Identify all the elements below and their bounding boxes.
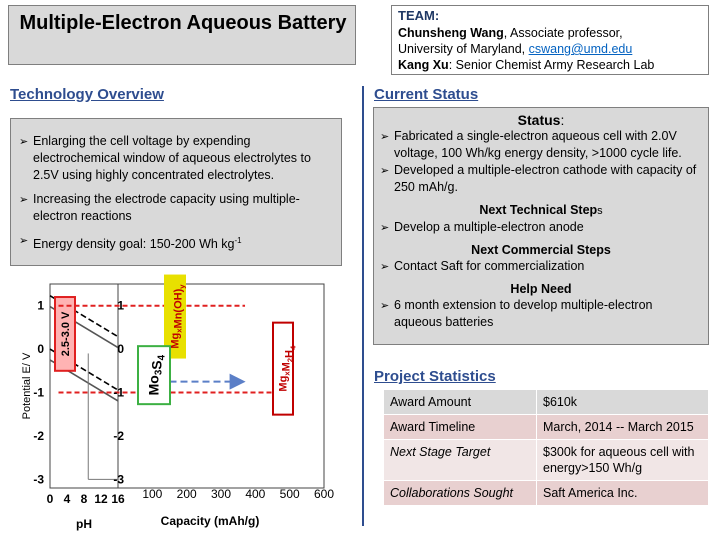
- mo3s4-material-label: $Mo_3S_4$: [145, 354, 168, 396]
- stat-label: Collaborations Sought: [384, 481, 537, 506]
- table-row: [384, 481, 708, 506]
- list-item: [19, 232, 335, 253]
- status-title-text: Status: [517, 112, 561, 128]
- next-technical-heading-text: Next Technical Step: [479, 203, 598, 217]
- stat-value: March, 2014 -- March 2015: [537, 415, 709, 440]
- ph-tick-label: 0: [46, 492, 54, 506]
- y-tick-label: 0: [37, 342, 44, 357]
- potential-capacity-chart: [0, 278, 335, 540]
- mgm2h4-material-label: $Mg_xM_2H_4$: [277, 345, 298, 392]
- team-member-role: : Senior Chemist Army Research Lab: [448, 58, 655, 72]
- y-tick-label: 1: [117, 298, 124, 313]
- y-tick-label: -3: [33, 472, 44, 487]
- status-title: [380, 112, 702, 128]
- table-row: [384, 390, 708, 415]
- capacity-tick-label: 100: [142, 487, 163, 501]
- y-tick-label: -2: [33, 428, 44, 443]
- energy-goal-text: Energy density goal: 150-200 Wh kg: [33, 237, 235, 252]
- y-tick-label: 0: [117, 342, 124, 357]
- team-line-2: [398, 41, 632, 57]
- capacity-tick-label: 200: [176, 487, 197, 501]
- energy-goal-sup: -1: [234, 236, 242, 245]
- email-link[interactable]: cswang@umd.edu: [528, 42, 633, 56]
- y-tick-label: -1: [113, 385, 124, 400]
- capacity-tick-label: 300: [210, 487, 232, 501]
- status-content: [380, 108, 702, 331]
- stat-value: Saft America Inc.: [537, 481, 709, 506]
- ph-axis-ticks: [47, 492, 125, 506]
- voltage-window-label: 2.5-3.0 V: [60, 311, 72, 357]
- team-line-3: [398, 57, 654, 73]
- voltage-window-group: [55, 297, 75, 371]
- ph-tick-label: 8: [80, 492, 88, 506]
- technology-overview-box: [10, 118, 342, 266]
- ph-tick-label: 4: [63, 492, 71, 506]
- team-member-name: Chunsheng Wang: [398, 26, 504, 40]
- stat-label: Next Stage Target: [384, 440, 537, 481]
- capacity-axis-label: Capacity (mAh/g): [160, 514, 260, 528]
- stat-label: Award Amount: [384, 390, 537, 415]
- table-row: [384, 440, 708, 481]
- list-item: ➢ Develop a multiple-electron anode: [380, 219, 702, 236]
- ph-tick-label: 16: [111, 492, 125, 506]
- current-status-heading: Current Status: [374, 86, 479, 103]
- stat-value: $300k for aqueous cell with energy>150 Wh/g: [537, 440, 709, 481]
- title-box: [8, 5, 356, 65]
- table-row: [384, 415, 708, 440]
- ph-tick-label: 12: [94, 492, 108, 506]
- technology-overview-heading: Technology Overview: [10, 86, 164, 103]
- team-label: TEAM:: [398, 8, 440, 23]
- y-axis-label: Potential E/ V: [21, 352, 33, 420]
- list-item: ➢ Developed a multiple-electron cathode with capacity of 250 mAh/g.: [380, 162, 702, 196]
- project-statistics-heading: Project Statistics: [374, 368, 496, 385]
- overview-list: [19, 133, 335, 260]
- y-tick-label: -1: [33, 385, 44, 400]
- next-technical-heading-s: s: [597, 205, 603, 217]
- stat-label: Award Timeline: [384, 415, 537, 440]
- help-need-heading: Help Need: [510, 282, 572, 296]
- material-labels: [138, 276, 298, 415]
- current-status-box: [373, 107, 709, 345]
- next-technical-heading: [380, 202, 702, 219]
- team-member-name: Kang Xu: [398, 58, 449, 72]
- y-tick-label: 1: [37, 298, 44, 313]
- capacity-tick-label: 500: [279, 487, 300, 501]
- y-tick-label: -2: [113, 428, 124, 443]
- stat-value: $610k: [537, 390, 709, 415]
- column-divider: [362, 86, 364, 526]
- team-line-1: [398, 25, 623, 41]
- list-item: ➢ 6 month extension to develop multiple-electron aqueous batteries: [380, 297, 702, 331]
- mgmnoh-material-label: $Mg_xMn(OH)_y$: [169, 284, 187, 349]
- capacity-axis-ticks: [142, 487, 334, 501]
- next-commercial-heading: Next Commercial Steps: [471, 243, 611, 257]
- page-title: Multiple-Electron Aqueous Battery: [19, 12, 347, 34]
- list-item: ➢ Increasing the electrode capacity using multiple-electron reactions: [19, 191, 335, 225]
- list-item: ➢ Enlarging the cell voltage by expending electrochemical window of aqueous electrolytes to 2.5V using highly concentrated electrolytes.: [19, 133, 335, 184]
- list-item: ➢ Fabricated a single-electron aqueous cell with 2.0V voltage, 100 Wh/kg energy density, >1000 cycle life.: [380, 128, 702, 162]
- list-item: ➢ Contact Saft for commercialization: [380, 258, 702, 275]
- status-title-colon: :: [560, 112, 565, 128]
- ph-axis-label: pH: [76, 517, 92, 531]
- team-member-role: , Associate professor,: [503, 26, 623, 40]
- team-affiliation: University of Maryland,: [398, 42, 529, 56]
- y-tick-label: -3: [113, 472, 124, 487]
- capacity-tick-label: 400: [245, 487, 266, 501]
- project-statistics-table: [384, 390, 708, 506]
- capacity-tick-label: 600: [313, 487, 335, 501]
- team-box: [391, 5, 709, 75]
